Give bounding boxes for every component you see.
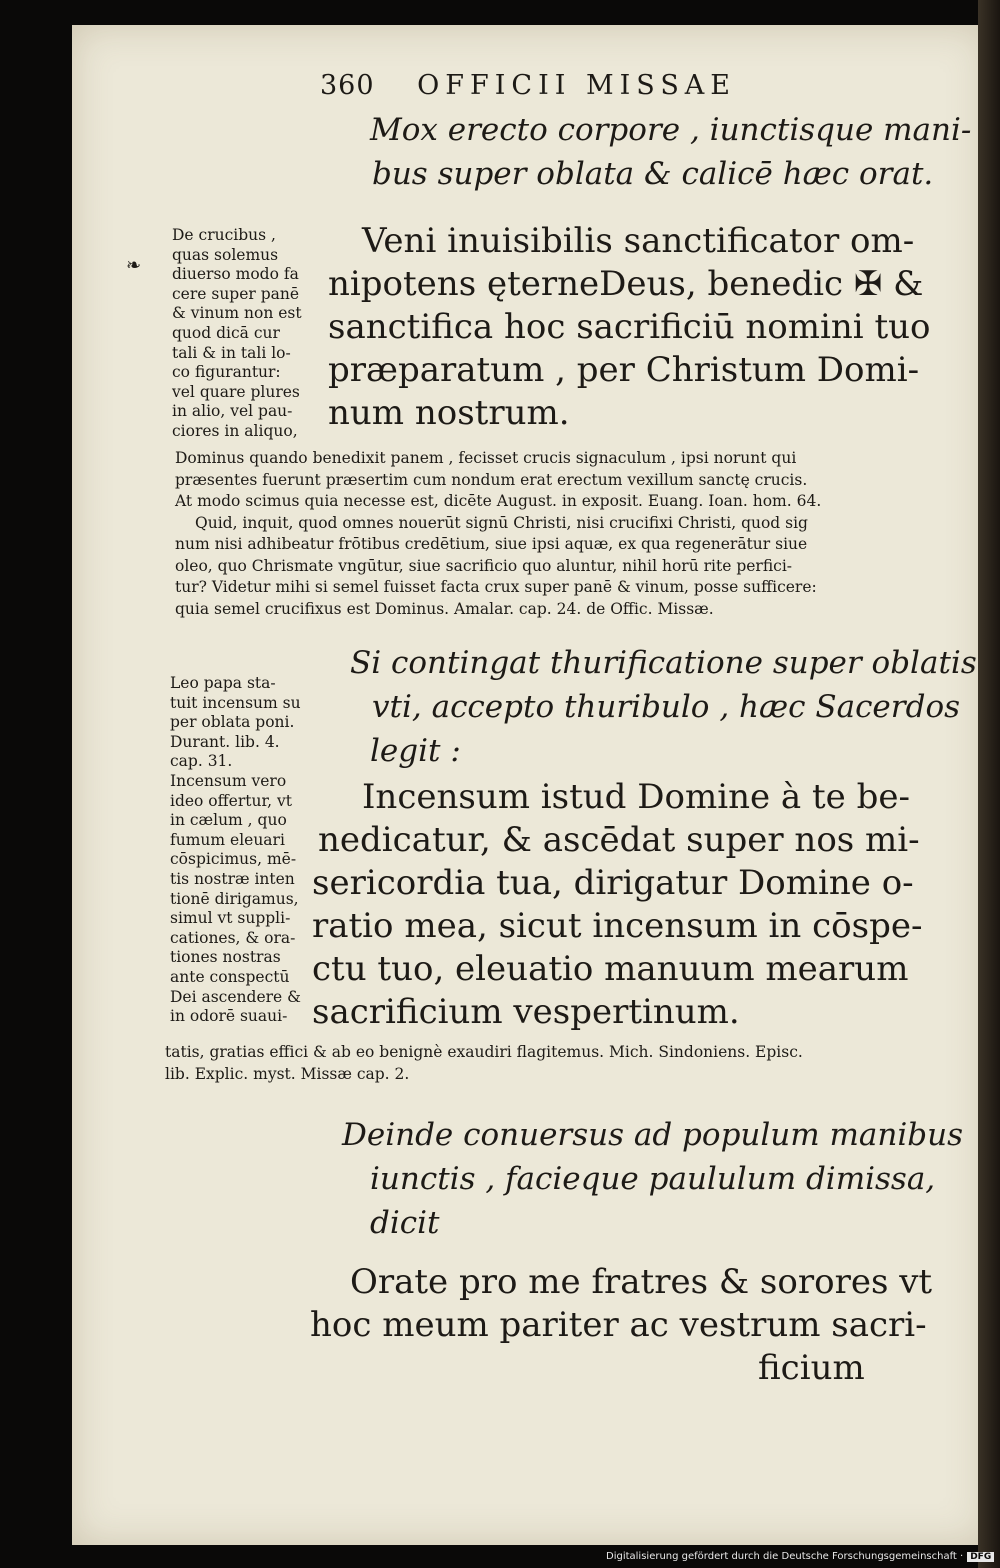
footer-text: Digitalisierung gefördert durch die Deutsche Forschungsgemeinschaft · <box>606 1551 964 1562</box>
margin-line: Incensum vero <box>170 771 287 790</box>
prayer-line: præparatum , per Christum Domi- <box>328 350 920 390</box>
margin-line: in odorē suaui- <box>170 1007 288 1026</box>
margin-line: vel quare plures <box>172 382 300 401</box>
running-header <box>320 70 790 101</box>
note-line: Dominus quando benedixit panem , fecisset crucis signaculum , ipsi norunt qui <box>175 449 797 467</box>
note-line: At modo scimus quia necesse est, dicēte August. in exposit. Euang. Ioan. hom. 64. <box>175 492 822 510</box>
margin-note-1 <box>172 226 302 442</box>
page-number: 360 <box>320 70 375 101</box>
margin-line: tionē dirigamus, <box>170 889 299 908</box>
note-line: tur? Videtur mihi si semel fuisset facta crux super panē & vinum, posse sufficere: <box>175 578 817 596</box>
hand-mark-icon: ❧ <box>126 255 142 276</box>
margin-line: quod dicā cur <box>172 323 280 342</box>
cross-icon: ✠ <box>853 264 883 304</box>
note-line: Quid, inquit, quod omnes nouerūt signū Christi, nisi crucifixi Christi, quod sig <box>195 513 808 532</box>
margin-line: tali & in tali lo- <box>172 343 291 362</box>
prayer-line: Veni inuisibilis sanctificator om- <box>362 221 915 261</box>
note-line: lib. Explic. myst. Missæ cap. 2. <box>165 1064 410 1083</box>
rubric-2 <box>350 641 977 773</box>
margin-line: in cælum , quo <box>170 811 287 830</box>
margin-line: Dei ascendere & <box>170 987 301 1006</box>
prayer-line: nedicatur, & ascēdat super nos mi- <box>318 820 920 860</box>
margin-line: cere super panē <box>172 284 300 303</box>
margin-line: & vinum non est <box>172 304 302 323</box>
rubric-line: legit : <box>370 733 461 769</box>
margin-line: simul vt suppli- <box>170 909 291 928</box>
margin-line: fumum eleuari <box>170 830 285 849</box>
rubric-line: Deinde conuersus ad populum manibus <box>342 1117 963 1153</box>
rubric-1 <box>356 108 971 196</box>
margin-line: co figurantur: <box>172 363 281 382</box>
book-spine <box>978 0 1000 1568</box>
margin-line: Durant. lib. 4. <box>170 732 280 751</box>
margin-line: cōspicimus, mē- <box>170 850 297 869</box>
margin-line: in alio, vel pau- <box>172 402 293 421</box>
rubric-3 <box>342 1113 963 1245</box>
prayer-line: ficium <box>758 1348 865 1388</box>
margin-line: quas solemus <box>172 245 279 264</box>
margin-line: ideo offertur, vt <box>170 791 292 810</box>
margin-line: ciores in aliquo, <box>172 421 298 440</box>
margin-line: cap. 31. <box>170 752 233 771</box>
prayer-line: sacrificium vespertinum. <box>312 992 740 1032</box>
prayer-line: num nostrum. <box>328 393 570 433</box>
rubric-line: vti, accepto thuribulo , hæc Sacerdos <box>372 689 961 725</box>
prayer-line: Orate pro me fratres & sorores vt <box>350 1262 933 1302</box>
prayer-line: sericordia tua, dirigatur Domine o- <box>312 863 914 903</box>
note-line: præsentes fuerunt præsertim cum nondum erat erectum vexillum sanctę crucis. <box>175 470 808 489</box>
prayer-line: Incensum istud Domine à te be- <box>362 777 910 817</box>
prayer-3 <box>310 1261 932 1390</box>
margin-line: tuit incensum su <box>170 693 301 712</box>
prayer-2 <box>312 776 922 1034</box>
margin-line: Leo papa sta- <box>170 674 276 692</box>
running-title: OFFICII MISSAE <box>417 70 737 101</box>
margin-line: diuerso modo fa <box>172 265 299 284</box>
prayer-line: ctu tuo, eleuatio manuum mearum <box>312 949 909 989</box>
note-line: oleo, quo Chrismate vngūtur, siue sacrificio quo aluntur, nihil horū rite perfici- <box>175 556 793 575</box>
prayer-line-text: & <box>882 264 924 304</box>
prayer-line: ratio mea, sicut incensum in cōspe- <box>312 906 923 946</box>
margin-line: ante conspectū <box>170 967 290 986</box>
commentary-2 <box>165 1042 803 1085</box>
rubric-line: bus super oblata & calicē hæc orat. <box>372 156 934 192</box>
prayer-line-text: nipotens ęterneDeus, benedic <box>328 264 844 304</box>
rubric-line: dicit <box>370 1205 440 1241</box>
rubric-line: Mox erecto corpore , iunctisque mani- <box>370 112 972 148</box>
note-line: num nisi adhibeatur frōtibus credētium, siue ipsi aquæ, ex qua regenerātur siue <box>175 535 808 553</box>
note-line: quia semel crucifixus est Dominus. Amalar. cap. 24. de Offic. Missæ. <box>175 599 714 618</box>
margin-line: cationes, & ora- <box>170 928 296 947</box>
rubric-line: iunctis , facieque paululum dimissa, <box>370 1161 936 1197</box>
prayer-line-with-cross <box>328 263 931 306</box>
margin-line: tis nostræ inten <box>170 869 295 888</box>
margin-line: De crucibus , <box>172 226 276 244</box>
note-line: tatis, gratias effici & ab eo benignè exaudiri flagitemus. Mich. Sindoniens. Episc. <box>165 1043 803 1061</box>
commentary-1 <box>175 448 821 620</box>
margin-line: per oblata poni. <box>170 713 295 732</box>
prayer-line: hoc meum pariter ac vestrum sacri- <box>310 1305 927 1345</box>
margin-line: tiones nostras <box>170 948 281 967</box>
digitization-footer <box>606 1551 994 1562</box>
dfg-logo: DFG <box>967 1552 994 1562</box>
prayer-line: sanctifica hoc sacrificiū nomini tuo <box>328 307 931 347</box>
rubric-line: Si contingat thurificatione super oblatis <box>350 645 977 681</box>
margin-note-2 <box>170 674 301 1027</box>
prayer-1 <box>328 220 931 435</box>
